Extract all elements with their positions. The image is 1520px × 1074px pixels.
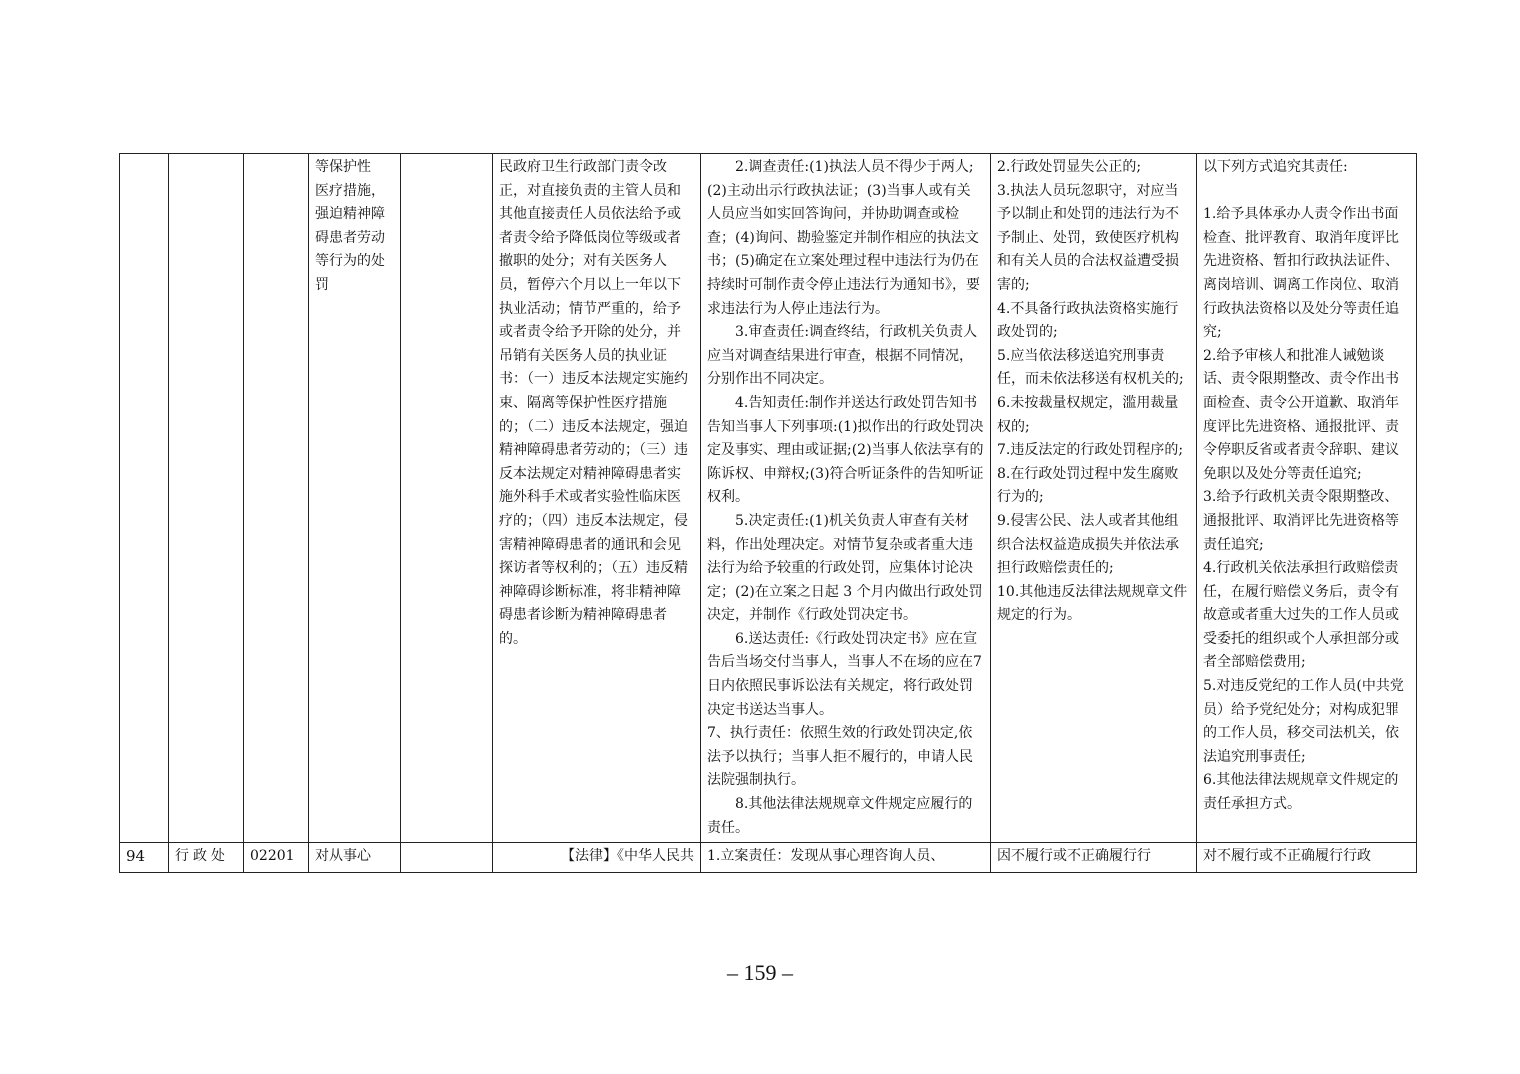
row2-method: 对不履行或不正确履行行政	[1203, 848, 1371, 865]
row2-seq-cell	[120, 843, 169, 873]
table-row	[120, 843, 1417, 873]
table-row	[120, 154, 1417, 843]
row2-type-cell	[169, 843, 244, 873]
row1-legal-basis: 民政府卫生行政部门责令改正，对直接负责的主管人员和其他直接责任人员依法给予或者责令给予降低岗位等级或者撤职的处分；对有关医务人员，暂停六个月以上一年以下执业活动；情节严重的，给予或者责令给予开除的处分，并吊销有关医务人员的执业证书：（一）违反本法规定实施约束、隔离等保护性医疗措施的；（二）违反本法规定，强迫精神障碍患者劳动的；（三）违反本法规定对精神障碍患者实施外科手术或者实验性临床医疗的；（四）违反本法规定，侵害精神障碍患者的通讯和会见探访者等权利的；（五）违反精神障碍诊断标准，将非精神障碍患者诊断为精神障碍患者的。	[499, 159, 688, 647]
row1-type-cell	[169, 154, 244, 843]
row1-accountability-cell	[991, 154, 1197, 843]
row2-sub-item-cell	[401, 843, 493, 873]
row1-method: 以下列方式追究其责任: 1.给予具体承办人责令作出书面检查、批评教育、取消年度评比先进资格、暂扣行政执法证件、离岗培训、调离工作岗位、取消行政执法资格以及处分等责任追究; 2.给予审核人和批准人诫勉谈话、责令限期整改、责令作出书面检查、责令公开道歉、取消年度评比先进资格、通报批评、责令停职反省或者责令辞职、建议免职以及处分等责任追究; 3.给予行政机关责令限期整改、通报批评、取消评比先进资格等责任追究; 4.行政机关依法承担行政赔偿责任，在履行赔偿义务后，责令有故意或者重大过失的工作人员或受委托的组织或个人承担部分或者全部赔偿费用; 5.对违反党纪的工作人员(中共党员）给予党纪处分；对构成犯罪的工作人员，移交司法机关，依法追究刑事责任; 6.其他法律法规规章文件规定的责任承担方式。	[1203, 159, 1404, 813]
row2-item-name: 对从事心	[315, 848, 371, 865]
row2-code: 02201	[250, 848, 295, 865]
row2-item-cell	[309, 843, 401, 873]
row1-accountability: 2.行政处罚显失公正的; 3.执法人员玩忽职守，对应当予以制止和处罚的违法行为不予制止、处罚，致使医疗机构和有关人员的合法权益遭受损害的; 4.不具备行政执法资格实施行政处罚的; 5.应当依法移送追究刑事责任，而未依法移送有权机关的; 6.未按裁量权规定，滥用裁量权的; 7.违反法定的行政处罚程序的; 8.在行政处罚过程中发生腐败行为的; 9.侵害公民、法人或者其他组织合法权益造成损失并依法承担行政赔偿责任的; 10.其他违反法律法规规章文件规定的行为。	[997, 159, 1188, 624]
row2-seq: 94	[126, 847, 146, 866]
row2-basis-cell	[493, 843, 701, 873]
duty-investigation: 2.调查责任:(1)执法人员不得少于两人;(2)主动出示行政执法证；(3)当事人或有关人员应当如实回答询问，并协助调查或检查；(4)询问、勘验鉴定并制作相应的执法文书；(5)确定在立案处理过程中违法行为仍在持续时可制作责令停止违法行为通知书》，要求违法行为人停止违法行为。	[707, 159, 980, 317]
row1-method-cell	[1197, 154, 1417, 843]
duty-decision: 5.决定责任:(1)机关负责人审查有关材料，作出处理决定。对情节复杂或者重大违法行为给予较重的行政处罚，应集体讨论决定；(2)在立案之日起 3 个月内做出行政处罚决定，并制作《行政处罚决定书。	[707, 512, 983, 624]
row2-duty-cell	[701, 843, 991, 873]
row1-duty-cell	[701, 154, 991, 843]
duty-other: 8.其他法律法规规章文件规定应履行的责任。	[707, 796, 973, 836]
duty-execution: 7、执行责任：依照生效的行政处罚决定,依法予以执行；当事人拒不履行的，申请人民法院强制执行。	[707, 725, 973, 789]
duty-delivery: 6.送达责任:《行政处罚决定书》应在宣告后当场交付当事人，当事人不在场的应在7日内依照民事诉讼法有关规定，将行政处罚决定书送达当事人。	[707, 630, 982, 718]
row2-duty: 1.立案责任：发现从事心理咨询人员、	[707, 848, 945, 865]
row2-legal-basis: 【法律】《中华人民共	[561, 848, 694, 865]
row2-method-cell	[1197, 843, 1417, 873]
row2-code-cell	[244, 843, 309, 873]
row1-seq-cell	[120, 154, 169, 843]
row1-basis-cell	[493, 154, 701, 843]
responsibility-table	[119, 153, 1417, 873]
row2-accountability: 因不履行或不正确履行行	[997, 848, 1151, 865]
row1-item-name: 等保护性 医疗措施，强迫精神障碍患者劳动等行为的处罚	[315, 159, 385, 293]
duty-review: 3.审查责任:调查终结，行政机关负责人应当对调查结果进行审查，根据不同情况，分别作出不同决定。	[707, 324, 978, 388]
row1-code-cell	[244, 154, 309, 843]
row2-accountability-cell	[991, 843, 1197, 873]
row1-sub-item-cell	[401, 154, 493, 843]
row1-item-cell	[309, 154, 401, 843]
duty-notification: 4.告知责任:制作并送达行政处罚告知书告知当事人下列事项:(1)拟作出的行政处罚决定及事实、理由或证据;(2)当事人依法享有的陈诉权、申辩权;(3)符合听证条件的告知听证权利。	[707, 394, 984, 506]
row2-type: 行政处	[175, 848, 229, 865]
page-number: – 159 –	[727, 960, 793, 985]
